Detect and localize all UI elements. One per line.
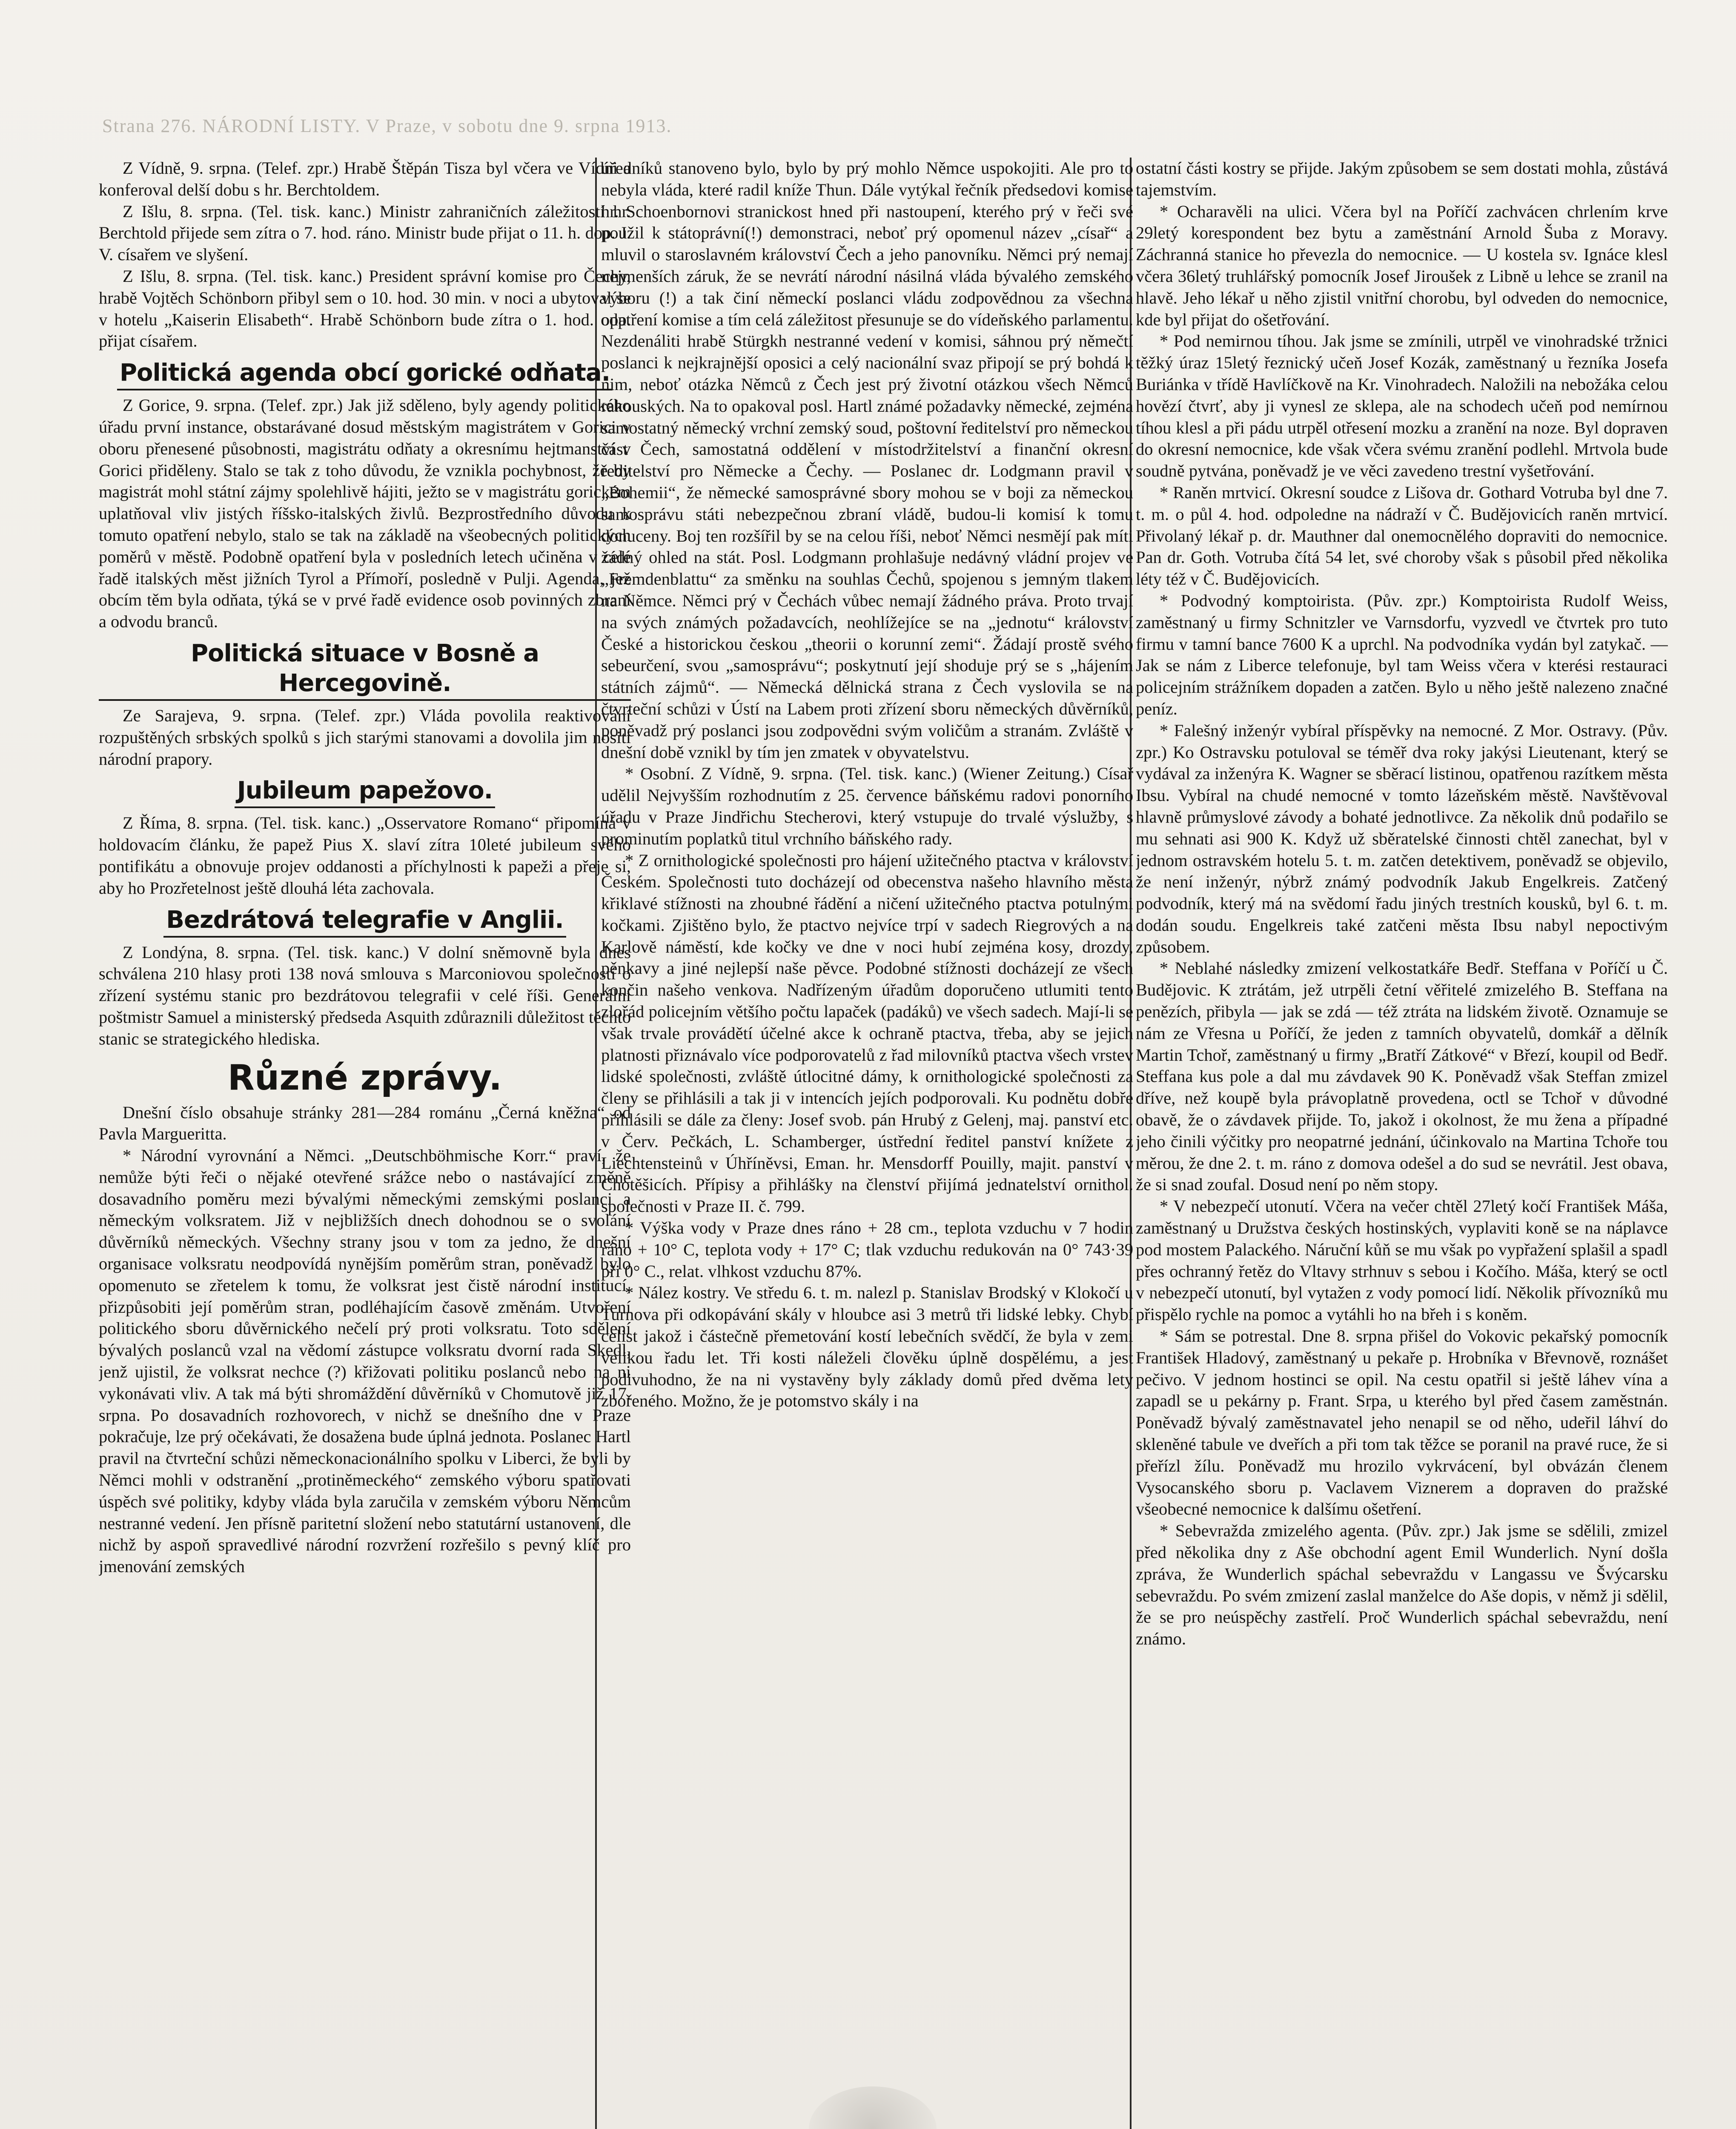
news-item: * Z ornithologické společnosti pro hájení užitečného ptactva v království Českém. Společnosti tuto docházejí od obecenstva našeho hlavního města křiklavé stížnosti na zhoubné řádění a ničení užitečného ptactva potulnými kočkami. Zjištěno bylo, že ptactvo nejvíce trpí v sadech Riegrových a na Karlově náměstí, kde kočky ve dne v noci hubí zejména kosy, drozdy, pěnkavy a jiné nejlepší naše pěvce. Podobné stížnosti docházejí ze všech končin našeho venkova. Nadřízeným úřadům doporučeno utlumiti tento zlořád policejním většího počtu lapaček (padáků) ve všech sadech. Mají-li se však trvale provádětí účelné akce k ochraně ptactva, třeba, aby se jejich platnosti přiznávalo více podporovatelů z řad milovníků ptactva všech vrstev lidské společnosti, zvláště útlocitné dámy, k ornithologické společnosti za členy se přihlásili a tak ji v intencích jejích podporovali. Ku podnětu dobře přihlásili se dále za členy: Josef svob. pán Hrubý z Gelenj, maj. panství etc. v Červ. Pečkách, L. Schamberger, ústřední ředitel panství knížete z Liechtensteinů v Úhříněvsi, Eman. hr. Mensdorff Pouilly, majit. panství v Chotěšicích. Přípisy a přihlášky na členství přijímá jednatelství ornithol. společnosti v Praze II. č. 799. <box>601 850 1133 1216</box>
news-item: Z Gorice, 9. srpna. (Telef. zpr.) Jak již sděleno, byly agendy politického úřadu první instance, obstarávané dosud městským magistrátem v Gorici v oboru přenesené působnosti, magistrátu odňaty a okresnímu hejtmanství v Gorici přiděleny. Stalo se tak z toho důvodu, že vznikla pochybnost, že by magistrát mohl státní zájmy spolehlivě hájiti, ježto se v magistrátu gorickém uplatňoval vliv jistých říšsko-italských živlů. Bezprostředního důvodu k tomuto opatření nebylo, stalo se tak na základě na všeobecných politických poměrů v městě. Podobně opatření byla v posledních letech učiněna v celé řadě italských měst jižních Tyrol a Přímoří, posledně v Pulji. Agenda, jež obcím těm byla odňata, týká se v prvé řadě evidence osob povinných zbraní a odvodu branců. <box>99 396 631 631</box>
news-item: * Falešný inženýr vybíral příspěvky na nemocné. Z Mor. Ostravy. (Pův. zpr.) Ko Ostravsku potuloval se téměř dva roky jakýsi Lieutenant, který se vydával za inženýra K. Wagner se sběrací listinou, opatřenou razítkem města Ibsu. Vybíral na chudé nemocné v tomto lázeňském městě. Navštěvoval hlavně průmyslové závody a bohaté jednotlivce. Za několik dnů podařilo se mu sehnati asi 900 K. Když už sběratelské činnosti chtěl zanechat, byl v jednom ostravském hotelu 5. t. m. zatčen detektivem, poněvadž se objevilo, že není inženýr, nýbrž známý podvodník Jakub Engelkreis. Zatčený podvodník, který má na svědomí řadu jiných trestních kousků, byl 6. t. m. dodán soudu. Engelkreis také zatčeni města Ibsu nabyl nepoctivým způsobem. <box>1136 720 1668 956</box>
news-item: Dnešní číslo obsahuje stránky 281—284 románu „Černá kněžna“ od Pavla Margueritta. <box>99 1102 631 1144</box>
news-item: * Národní vyrovnání a Němci. „Deutschböhmische Korr.“ praví, že nemůže býti řeči o nějaké otevřené srážce nebo o nastávající změně dosavadního poměru mezi bývalými německými zemskými poslanci a německým volksratem. Již v nejbližších dnech dohodnou se o svolání důvěrníků německých. Všechny strany jsou v tom za jedno, že dnešní organisace volksratu neodpovídá nynějším poměrům stran, poněvadž bylo opomenuto se zřetelem k tomu, že volksrat jest čistě národní institucí, přizpůsobiti její poměrům stran, podléhajícím časově změnám. Utvoření politického sboru důvěrnického nečelí prý proti volksratu. Toto sdělení bývalých poslanců vzal na vědomí zástupce volksratu dvorní rada Skedl, jenž ujistil, že volksrat nechce (?) křižovati politiku poslanců nebo na ni vykonávati vliv. A tak má býti shromáždění důvěrníků v Chomutově již 17. srpna. Po dosavadních rozhovorech, v nichž se dnešního dne v Praze pokračuje, lze prý očekávati, že dosažena bude úplná jednota. Poslanec Hartl pravil na čtvrteční schůzi německonacionálního spolku v Liberci, že byli by Němci mohli v odstranění „protiněmeckého“ zemského výboru spatřovati úspěch své politiky, kdyby vláda byla zaručila v zemském výboru Němcům nestranné vedení. Jen přísně paritetní složení nebo statutární ustanovení, dle nichž by aspoň spravedlivé národní rozvržení rozřešilo s pevný klíč pro jmenování zemských <box>99 1146 631 1576</box>
news-item: Z Vídně, 9. srpna. (Telef. zpr.) Hrabě Štěpán Tisza byl včera ve Vídni a konferoval delší dobu s hr. Berchtoldem. <box>99 158 631 199</box>
column-1 <box>99 158 631 2129</box>
news-item: * Osobní. Z Vídně, 9. srpna. (Tel. tisk. kanc.) (Wiener Zeitung.) Císař udělil Nejvyšším rozhodnutím z 25. července báňskému radovi ponorního úřadu v Praze Jindřichu Stecherovi, který vstupuje do trvalé výslužby, s prominutím poplatků titul vrchního báňského rady. <box>601 764 1133 848</box>
news-item: * Výška vody v Praze dnes ráno + 28 cm., teplota vzduchu v 7 hodin ráno + 10° C, teplota vody + 17° C; tlak vzduchu redukován na 0° 743·39 při 0° C., relat. vlhkost vzduchu 87%. <box>601 1218 1133 1281</box>
news-item: * Sebevražda zmizelého agenta. (Pův. zpr.) Jak jsme se sdělili, zmizel před několika dny z Aše obchodní agent Emil Wunderlich. Nyní došla zpráva, že Wunderlich spáchal sebevraždu v Langassu ve Švýcarsku sebevraždu. Po svém zmizení zaslal manželce do Aše dopis, v němž ji sdělil, že se pro neúspěchy zastřelí. Proč Wunderlich spáchal sebevraždu, není známo. <box>1136 1521 1668 1649</box>
headline-jubileum: Jubileum papežovo. <box>99 776 631 808</box>
headline-gorice: Politická agenda obcí gorické odňata. <box>99 358 631 390</box>
news-item: * Neblahé následky zmizení velkostatkáře Bedř. Steffana v Poříčí u Č. Budějovic. K ztrátám, jež utrpěli četní věřitelé zmizelého B. Steffana na penězích, přibyla — jak se zdá — též ztráta na lidském životě. Oznamuje se nám ze Vřesna u Poříčí, že jeden z tamních obyvatelů, domkář a dělník Martin Tchoř, zaměstnaný u firmy „Bratří Zátkové“ v Březí, koupil od Bedř. Steffana kus pole a dal mu závdavek 90 K. Poněvadž však Steffan zmizel dříve, než koupě byla právoplatně provedena, octl se Tchoř v důvodné obavě, že o závdavek přijde. To, jakož i okolnost, že mu žena a případné jeho činili výčitky pro neopatrné jednání, účinkovalo na Martina Tchoře tou měrou, že dne 2. t. m. ráno z domova odešel a do sud se nevrátil. Jest obava, že si snad zoufal. Dosud není po něm stopy. <box>1136 958 1668 1194</box>
news-item: * Podvodný komptoirista. (Pův. zpr.) Komptoirista Rudolf Weiss, zaměstnaný u firmy Schnitzler ve Varnsdorfu, vyzvedl ve čtvrtek pro tuto firmu v tamní bance 7600 K a uprchl. Na podvodníka vydán byl zatykač. — Jak se nám z Liberce telefonuje, byl tam Weiss včera v kterési restauraci policejním strážníkem dopaden a zatčen. Bylo u něho ještě nalezeno značné peníz. <box>1136 591 1668 718</box>
section-title-ruzne-zpravy: Různé zprávy. <box>227 1057 502 1098</box>
headline-telegrafie: Bezdrátová telegrafie v Anglii. <box>99 905 631 938</box>
news-item: Z Išlu, 8. srpna. (Tel. tisk. kanc.) President správní komise pro Čechy, hrabě Vojtěch Schönborn přibyl sem o 10. hod. 30 min. v noci a ubytoval se v hotelu „Kaiserin Elisabeth“. Hrabě Schönborn bude zítra o 1. hod. odp. přijat císařem. <box>99 266 631 351</box>
column-3 <box>1136 158 1668 2129</box>
news-item: ostatní části kostry se přijde. Jakým způsobem se sem dostati mohla, zůstává tajemstvím. <box>1136 158 1668 199</box>
news-item: Ze Sarajeva, 9. srpna. (Telef. zpr.) Vláda povolila reaktivování rozpuštěných srbských spolků s jich starými stanovami a dovolila jim nositi národní prapory. <box>99 706 631 769</box>
news-item: * Pod nemirnou tíhou. Jak jsme se zmínili, utrpěl ve vinohradské tržnici těžký úraz 15letý řeznický učeň Josef Kozák, zaměstnaný u řezníka Josefa Buriánka v třídě Havlíčkově na Kr. Vinohradech. Naložili na nebožáka celou hovězí čtvrť, aby ji vynesl ze sklepa, ale na schodech učeň pod nemírnou tíhou klesl a při pádu utrpěl otřesení mozku a zranění na noze. Byl dopraven do okresní nemocnice, kde však včera svému zranění podlehl. Mrtvola bude soudně pytvána, poněvadž je ve věci zavedeno trestní vyšetřování. <box>1136 331 1668 481</box>
news-item: * Ocharavěli na ulici. Včera byl na Poříčí zachvácen chrlením krve 29letý korespondent bez bytu a zaměstnání Arnold Šuba z Moravy. Záchranná stanice ho převezla do nemocnice. — U kostela sv. Ignáce klesl včera 36letý truhlářský pomocník Josef Jiroušek z Libně u lehce se zranil na hlavě. Jeho lékař u něho zjistil vnitřní chorobu, byl odveden do nemocnice, kde byl přijat do ošetřování. <box>1136 201 1668 329</box>
news-item: úředníků stanoveno bylo, bylo by prý mohlo Němce uspokojiti. Ale pro to nebyla vláda, které radil kníže Thun. Dále vytýkal řečník předsedovi komise hr. Schoenbornovi stranickost hned při nastoupení, kterého prý v řeči své použil k státoprávní(!) demonstraci, neboť prý opomenul název „císař“ a mluvil o staroslavném království Čech a jeho panovníku. Němci prý nemají nejmenších záruk, že se nevrátí národní násilná vláda bývalého zemského výboru (!) a tak činí německí poslanci vládu zodpovědnou za všechna opatření komise a tím celá záležitost přesunuje se do vídeňského parlamentu. Nezdenáliti hrabě Stürgkh nestranné vedení v komisi, sáhnou prý němečtí poslanci k nejkrajnější oposici a celý nacionální svaz připojí se prý bohdá k nim, neboť otázka Němců z Čech jest prý životní otázkou všech Němců rakouských. Na to opakoval posl. Hartl známé požadavky německé, zejména samostatný německý vrchní zemský soud, poštovní ředitelství pro německou část Čech, samostatná oddělení v místodržitelství a finanční okresní ředitelství pro Německe a Čechy. — Poslanec dr. Lodgmann pravil v „Bohemii“, že německé samosprávné sbory mohou se v boji za německou samosprávu státi nebezpečnou zbraní vládě, budou-li komisí k tomu donuceny. Boj ten rozšířil by se na celou říši, neboť Němci nesmějí pak míti žádný ohled na stát. Posl. Lodgmann prohlašuje nedávný vládní projev ve „Fremdenblattu“ za směnku na souhlas Čechů, spojenou s jemným tlakem na Němce. Němci prý v Čechách vůbec nemají žádného práva. Proto trvají na svých známých požadavcích, neohlížejíce se na „jednotu“ království České a historickou českou „theorii o korunní zemi“. Žádají prostě svého sebeurčení, svou „samosprávu“; poskytnutí její shoduje prý se s „hájením státních zájmů“. — Německá dělnická strana z Čech vyslovila se na čtvrteční schůzi v Ústí na Labem proti zřízení sboru německých důvěrníků, poněvadž prý poslanci jsou zodpovědni svým voličům a stranám. Zvláště v dnešní době vznikl by tím jen zmatek v obyvatelstvu. <box>601 158 1133 762</box>
news-item: * V nebezpečí utonutí. Včera na večer chtěl 27letý kočí František Máša, zaměstnaný u Družstva českých hostinských, vyplaviti koně se na náplavce pod mostem Palackého. Náruční kůň se mu však po vypřažení splašil a spadl přes ochranný řetěz do Vltavy strhnuv s sebou i Kočího. Máša, který se octl v nebezpečí utonutí, byl vytažen z vody pomocí lidí. Několik přívozníků mu přispělo rychle na pomoc a vytáhli ho na břeh i s koněm. <box>1136 1196 1668 1324</box>
news-item: * Nález kostry. Ve středu 6. t. m. nalezl p. Stanislav Brodský v Klokočí u Turnova při odkopávání skály v hloubce asi 3 metrů tři lidské lebky. Chybí celist jakož i částečně přemetování kostí lebečních svědčí, že byla v zemi velikou řadu let. Tři kosti náleželi člověku úplně dospělému, a jest podivuhodno, že na ni vystavěny byly základy domů před dvěma lety zbořeného. Možno, že je potomstvo skály i na <box>601 1283 1133 1411</box>
news-item: Z Londýna, 8. srpna. (Tel. tisk. kanc.) V dolní sněmovně byla dnes schválena 210 hlasy proti 138 nová smlouva s Marconiovou společností o zřízení systému stanic pro bezdrátovou telegrafii v celé říši. Generální poštmistr Samuel a ministerský předseda Asquith zdůraznili důležitost těchto stanic se strategického hlediska. <box>99 942 631 1048</box>
news-item: Z Išlu, 8. srpna. (Tel. tisk. kanc.) Ministr zahraničních záležitostí hr. Berchtold přijede sem zítra o 7. hod. ráno. Ministr bude přijat o 11. h. dop. J. V. císařem ve slyšení. <box>99 201 631 264</box>
column-2 <box>601 158 1133 2129</box>
news-item: * Sám se potrestal. Dne 8. srpna přišel do Vokovic pekařský pomocník František Hladový, zaměstnaný u pekaře p. Hrobníka v Břevnově, roznášet pečivo. V jednom hostinci se opil. Na cestu opatřil si ještě láhev vína a zapadl se u pekárny p. Frant. Srpa, u kterého byl před časem zaměstnán. Poněvadž bývalý zaměstnavatel jeho nenapil se od něho, udeřil láhví do skleněné tabule ve dveřích a při tom tak těžce se poranil na pravé ruce, že si přeřízl žílu. Poněvadž mu hrozilo vykrvácení, byl obvázán členem Vysocanského sboru p. Vaclavem Viznerem a dopraven do pražské všeobecné nemocnice k dalšímu ošetření. <box>1136 1326 1668 1519</box>
news-item: * Raněn mrtvicí. Okresní soudce z Lišova dr. Gothard Votruba byl dne 7. t. m. o půl 4. hod. odpoledne na nádraží v Č. Budějovicích raněn mrtvicí. Přivolaný lékař p. dr. Mauthner dal onemocnělého dopraviti do nemocnice. Pan dr. Goth. Votruba čítá 54 let, své choroby však s působil před několika léty též v Č. Budějovicích. <box>1136 482 1668 589</box>
headline-bosna: Politická situace v Bosně a Hercegovině. <box>99 639 631 701</box>
news-item: Z Říma, 8. srpna. (Tel. tisk. kanc.) „Osservatore Romano“ připomíná v holdovacím článku, že papež Pius X. slaví zítra 10leté jubileum svého pontifikátu a obnovuje projev oddanosti a příchylnosti k papeži a přeje si, aby ho Prozřetelnost ještě dlouhá léta zachovala. <box>99 813 631 898</box>
running-head: Strana 276. NÁRODNÍ LISTY. V Praze, v sobotu dne 9. srpna 1913. <box>102 115 672 136</box>
